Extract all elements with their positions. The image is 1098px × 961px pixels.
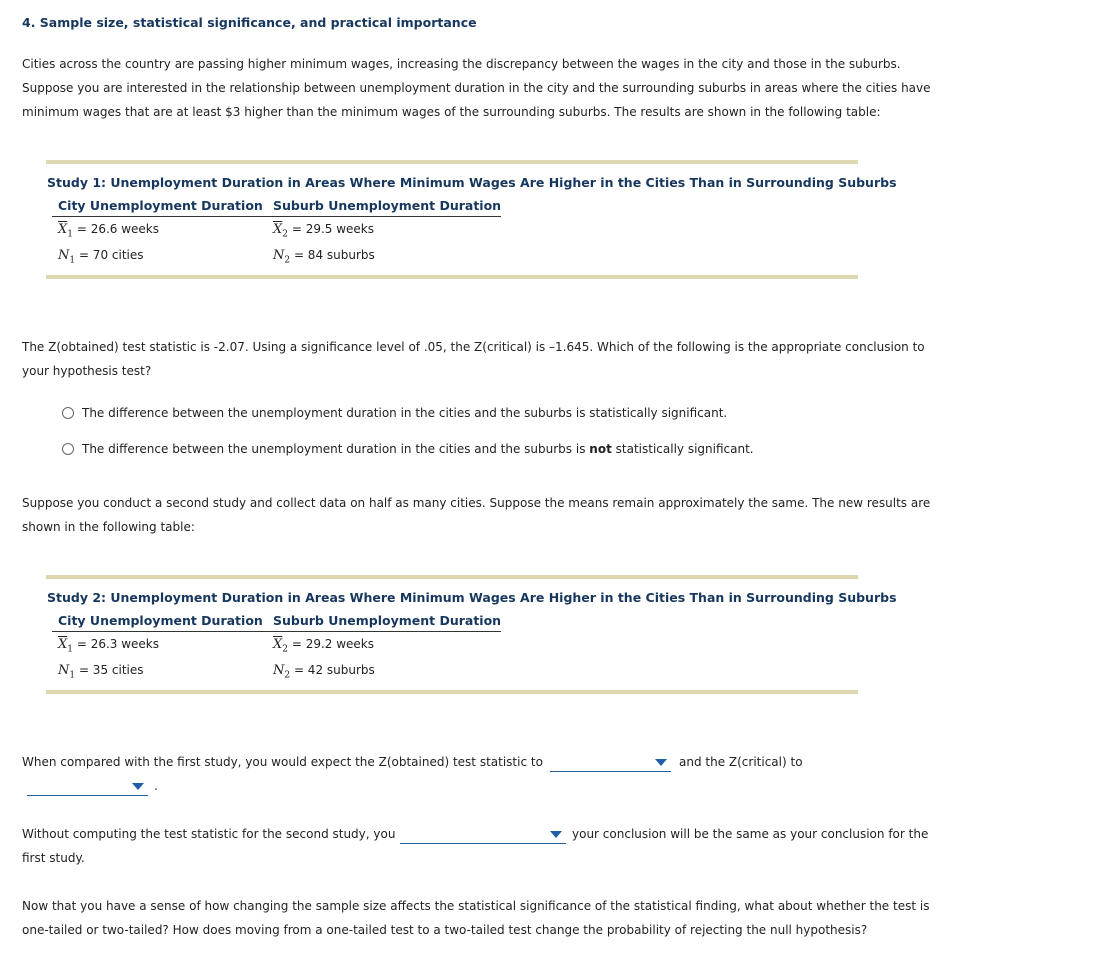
study2-suburb-mean: $\overline{X}_2 = 29.2$ weeks xyxy=(273,637,375,655)
radio-button[interactable] xyxy=(62,407,74,419)
study1-col-city: City Unemployment Duration xyxy=(58,198,263,213)
option-not-significant-emphasis: not xyxy=(589,442,612,456)
chevron-down-icon xyxy=(655,759,667,766)
n-symbol: N xyxy=(58,248,70,263)
study1-header-rule xyxy=(52,216,501,217)
intro-line-3: minimum wages that are at least $3 higher than the minimum wages of the surrounding suburbs. The results are shown in the following table: xyxy=(22,105,881,119)
xbar-symbol: $\overline{X}$ xyxy=(273,637,283,652)
study1-suburb-mean-value: = 29.5 weeks xyxy=(291,222,375,236)
option-significant[interactable] xyxy=(62,406,727,420)
study2-city-n-value: = 35 cities xyxy=(78,663,144,677)
final-line-2: one-tailed or two-tailed? How does moving from a one-tailed test to a two-tailed test change the probability of rejecting the null hypothesis? xyxy=(22,923,868,937)
compare-text-before: When compared with the first study, you would expect the Z(obtained) test statistic to xyxy=(22,755,543,769)
chevron-down-icon xyxy=(550,831,562,838)
test-line-2: your hypothesis test? xyxy=(22,364,152,378)
study1-city-n: $N_1 = 70$ cities xyxy=(58,248,144,266)
study1-city-mean: $\overline{X}_1 = 26.6$ weeks xyxy=(58,222,160,240)
second-study-line-1: Suppose you conduct a second study and collect data on half as many cities. Suppose the means remain approximately the same. The new results are xyxy=(22,496,931,510)
radio-button[interactable] xyxy=(62,443,74,455)
study2-top-rule xyxy=(46,575,858,579)
study2-title: Study 2: Unemployment Duration in Areas Where Minimum Wages Are Higher in the Cities Than in Surrounding Suburbs xyxy=(47,590,897,605)
zobtained-change-dropdown[interactable] xyxy=(550,755,671,772)
n-symbol: N xyxy=(273,248,285,263)
study1-bottom-rule xyxy=(46,275,858,279)
compare-text-end: . xyxy=(154,779,158,793)
xbar-symbol: $\overline{X}$ xyxy=(273,222,283,237)
study2-suburb-mean-value: = 29.2 weeks xyxy=(291,637,375,651)
study2-header-rule xyxy=(52,631,501,632)
without-text-after: your conclusion will be the same as your conclusion for the xyxy=(572,827,929,841)
question-title: 4. Sample size, statistical significance, and practical importance xyxy=(22,15,477,30)
n-symbol: N xyxy=(273,663,285,678)
final-line-1: Now that you have a sense of how changing the sample size affects the statistical significance of the statistical finding, what about whether the test is xyxy=(22,899,930,913)
study1-suburb-n-value: = 84 suburbs xyxy=(293,248,375,262)
study2-col-suburb: Suburb Unemployment Duration xyxy=(273,613,502,628)
study2-city-mean: $\overline{X}_1 = 26.3$ weeks xyxy=(58,637,160,655)
study1-col-suburb: Suburb Unemployment Duration xyxy=(273,198,502,213)
study2-bottom-rule xyxy=(46,690,858,694)
intro-paragraph xyxy=(22,52,952,124)
option-not-significant-label-before: The difference between the unemployment duration in the cities and the suburbs is xyxy=(82,442,586,456)
xbar-symbol: $\overline{X}$ xyxy=(58,637,68,652)
study1-top-rule xyxy=(46,160,858,164)
without-text-line2: first study. xyxy=(22,851,85,865)
study1-suburb-n: $N_2 = 84$ suburbs xyxy=(273,248,375,266)
study2-suburb-n-value: = 42 suburbs xyxy=(293,663,375,677)
study1-city-mean-value: = 26.6 weeks xyxy=(76,222,160,236)
option-not-significant-label-after: statistically significant. xyxy=(615,442,754,456)
study1-suburb-mean: $\overline{X}_2 = 29.5$ weeks xyxy=(273,222,375,240)
study2-city-n: $N_1 = 35$ cities xyxy=(58,663,144,681)
test-line-1: The Z(obtained) test statistic is -2.07. Using a significance level of .05, the Z(critical) is –1.645. Which of the following is the appropriate conclusion to xyxy=(22,340,925,354)
second-study-paragraph xyxy=(22,491,952,539)
second-study-line-2: shown in the following table: xyxy=(22,520,195,534)
option-not-significant[interactable] xyxy=(62,442,754,456)
study2-city-mean-value: = 26.3 weeks xyxy=(76,637,160,651)
study2-suburb-n: $N_2 = 42$ suburbs xyxy=(273,663,375,681)
n-symbol: N xyxy=(58,663,70,678)
zcritical-change-dropdown[interactable] xyxy=(27,779,148,796)
study2-col-city: City Unemployment Duration xyxy=(58,613,263,628)
final-paragraph xyxy=(22,894,952,942)
chevron-down-icon xyxy=(132,783,144,790)
intro-line-2: Suppose you are interested in the relationship between unemployment duration in the city and the surrounding suburbs in areas where the cities have xyxy=(22,81,931,95)
study1-title: Study 1: Unemployment Duration in Areas Where Minimum Wages Are Higher in the Cities Than in Surrounding Suburbs xyxy=(47,175,897,190)
xbar-symbol: $\overline{X}$ xyxy=(58,222,68,237)
option-significant-label: The difference between the unemployment duration in the cities and the suburbs is statistically significant. xyxy=(82,406,728,420)
study1-city-n-value: = 70 cities xyxy=(78,248,144,262)
test-statistic-paragraph xyxy=(22,335,952,383)
conclusion-certainty-dropdown[interactable] xyxy=(400,827,566,844)
compare-text-middle: and the Z(critical) to xyxy=(679,755,803,769)
intro-line-1: Cities across the country are passing higher minimum wages, increasing the discrepancy between the wages in the city and those in the suburbs. xyxy=(22,57,901,71)
without-text-before: Without computing the test statistic for the second study, you xyxy=(22,827,396,841)
